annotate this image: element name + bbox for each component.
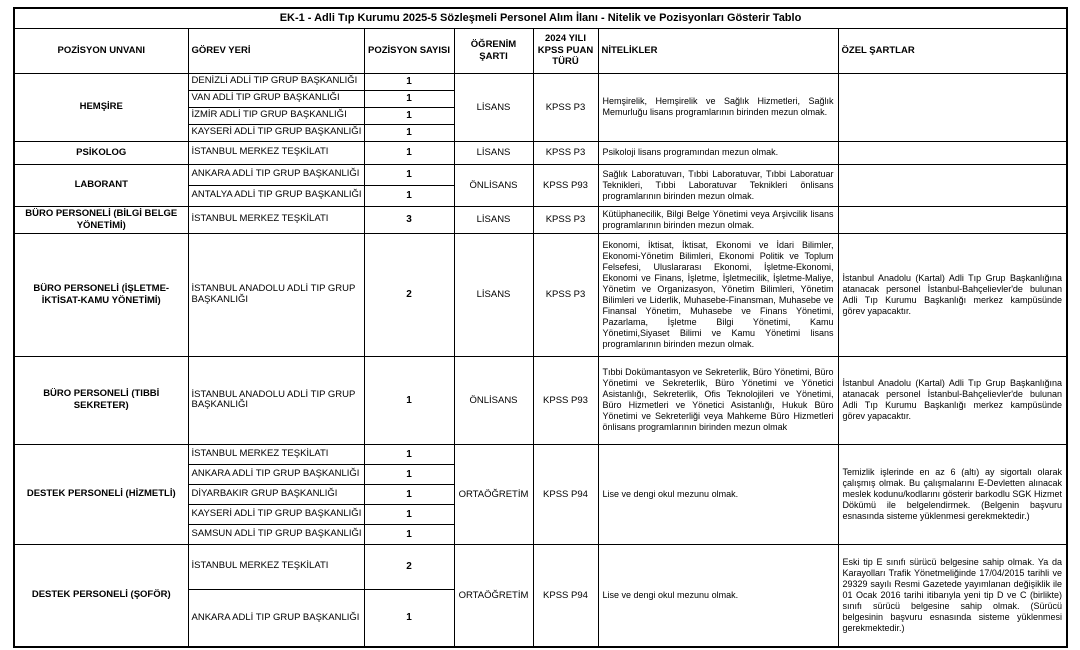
special-conditions-cell bbox=[838, 206, 1067, 233]
position-title-cell: LABORANT bbox=[14, 164, 188, 206]
table-header-row bbox=[14, 28, 1067, 73]
col-header-gorev-yeri: GÖREV YERİ bbox=[188, 28, 364, 73]
col-header-ogrenim-sarti: ÖĞRENİM ŞARTI bbox=[454, 28, 533, 73]
duty-location-cell: ANKARA ADLİ TIP GRUP BAŞKANLIĞI bbox=[188, 589, 364, 647]
col-header-kpss-puan-turu: 2024 YILI KPSS PUAN TÜRÜ bbox=[533, 28, 598, 73]
table-row bbox=[14, 444, 1067, 464]
position-title-cell: PSİKOLOG bbox=[14, 141, 188, 164]
kpss-score-type-cell: KPSS P93 bbox=[533, 164, 598, 206]
table-row bbox=[14, 73, 1067, 90]
qualifications-cell: Tıbbi Dokümantasyon ve Sekreterlik, Büro Yönetimi, Büro Yönetimi ve Sekreterlik, Büro Yönetimi ve Yönetici Asistanlığı, Sekreterlik, Ofis Teknolojileri ve Yönetimi, Büro Hizmetleri ve Yönetici Asistanlığı, Hukuk Büro Yönetimi ve Sekreterliği veya Mahkeme Büro Hizmetleri önlisans programlarının birinden mezun olmak bbox=[598, 356, 838, 444]
education-requirement-cell: ORTAÖĞRETİM bbox=[454, 544, 533, 647]
position-title-cell: DESTEK PERSONELİ (ŞOFÖR) bbox=[14, 544, 188, 647]
table-row bbox=[14, 206, 1067, 233]
special-conditions-cell: İstanbul Anadolu (Kartal) Adli Tıp Grup Başkanlığına atanacak personel İstanbul-Bahçelievler'de bulunan Adli Tıp Kurumu Başkanlığı merkez kampüsünde görev yapacaktır. bbox=[838, 356, 1067, 444]
duty-location-cell: SAMSUN ADLİ TIP GRUP BAŞKANLIĞI bbox=[188, 524, 364, 544]
position-count-cell: 2 bbox=[364, 544, 454, 589]
col-header-ozel-sartlar: ÖZEL ŞARTLAR bbox=[838, 28, 1067, 73]
table-title: EK-1 - Adli Tıp Kurumu 2025-5 Sözleşmeli Personel Alım İlanı - Nitelik ve Pozisyonları Gösterir Tablo bbox=[14, 8, 1067, 28]
education-requirement-cell: LİSANS bbox=[454, 73, 533, 141]
education-requirement-cell: LİSANS bbox=[454, 206, 533, 233]
position-count-cell: 1 bbox=[364, 356, 454, 444]
duty-location-cell: İSTANBUL MERKEZ TEŞKİLATI bbox=[188, 141, 364, 164]
duty-location-cell: ANKARA ADLİ TIP GRUP BAŞKANLIĞI bbox=[188, 464, 364, 484]
special-conditions-cell bbox=[838, 141, 1067, 164]
table-row bbox=[14, 141, 1067, 164]
position-count-cell: 1 bbox=[364, 524, 454, 544]
duty-location-cell: İSTANBUL MERKEZ TEŞKİLATI bbox=[188, 206, 364, 233]
position-count-cell: 1 bbox=[364, 90, 454, 107]
duty-location-cell: ANTALYA ADLİ TIP GRUP BAŞKANLIĞI bbox=[188, 185, 364, 206]
duty-location-cell: KAYSERİ ADLİ TIP GRUP BAŞKANLIĞI bbox=[188, 124, 364, 141]
position-count-cell: 1 bbox=[364, 164, 454, 185]
col-header-pozisyon-unvani: POZİSYON UNVANI bbox=[14, 28, 188, 73]
position-count-cell: 1 bbox=[364, 444, 454, 464]
positions-table bbox=[13, 7, 1068, 648]
position-title-cell: DESTEK PERSONELİ (HİZMETLİ) bbox=[14, 444, 188, 544]
duty-location-cell: İSTANBUL MERKEZ TEŞKİLATI bbox=[188, 444, 364, 464]
education-requirement-cell: ÖNLİSANS bbox=[454, 356, 533, 444]
table-row bbox=[14, 164, 1067, 185]
table-row bbox=[14, 233, 1067, 356]
duty-location-cell: ANKARA ADLİ TIP GRUP BAŞKANLIĞI bbox=[188, 164, 364, 185]
duty-location-cell: İSTANBUL ANADOLU ADLİ TIP GRUP BAŞKANLIĞI bbox=[188, 233, 364, 356]
position-count-cell: 1 bbox=[364, 464, 454, 484]
position-title-cell: BÜRO PERSONELİ (BİLGİ BELGE YÖNETİMİ) bbox=[14, 206, 188, 233]
duty-location-cell: DENİZLİ ADLİ TIP GRUP BAŞKANLIĞI bbox=[188, 73, 364, 90]
col-header-pozisyon-sayisi: POZİSYON SAYISI bbox=[364, 28, 454, 73]
special-conditions-cell: Temizlik işlerinde en az 6 (altı) ay sigortalı olarak çalışmış olmak. Bu çalışmalarını E-Devletten alınacak meslek kodunu/kodlarını gösterir barkodlu SGK Hizmet Dökümü ile belgelendirmek. (Belgenin başvuru esnasında sisteme yüklenmesi gerekmektedir.) bbox=[838, 444, 1067, 544]
duty-location-cell: DİYARBAKIR GRUP BAŞKANLIĞI bbox=[188, 484, 364, 504]
qualifications-cell: Ekonomi, İktisat, İktisat, Ekonomi ve İdari Bilimler, Ekonomi-Yönetim Bilimleri, Ekonomi Politik ve Toplum Felsefesi, Uluslararası Ekonomi, İşletme-Ekonomi, Ekonomi ve Finans, İşletme, İşletmecilik, İşletme-Maliye, Yönetim ve Organizasyon, Yönetim Bilimleri, Yönetim Bilimleri ve Liderlik, Muhasebe-Finansman, Muhasebe ve Finansal Yönetim, Muhasebe ve Finans Yönetimi, Pazarlama, İşletme Bilgi Yönetimi, Kamu Yönetimi,Siyaset Bilimi ve Kamu Yönetimi lisans programlarının birinden mezun olmak. bbox=[598, 233, 838, 356]
position-count-cell: 1 bbox=[364, 504, 454, 524]
position-count-cell: 1 bbox=[364, 185, 454, 206]
qualifications-cell: Psikoloji lisans programından mezun olmak. bbox=[598, 141, 838, 164]
duty-location-cell: İSTANBUL ANADOLU ADLİ TIP GRUP BAŞKANLIĞI bbox=[188, 356, 364, 444]
position-count-cell: 1 bbox=[364, 124, 454, 141]
education-requirement-cell: ORTAÖĞRETİM bbox=[454, 444, 533, 544]
duty-location-cell: İZMİR ADLİ TIP GRUP BAŞKANLIĞI bbox=[188, 107, 364, 124]
duty-location-cell: KAYSERİ ADLİ TIP GRUP BAŞKANLIĞI bbox=[188, 504, 364, 524]
duty-location-cell: VAN ADLİ TIP GRUP BAŞKANLIĞI bbox=[188, 90, 364, 107]
education-requirement-cell: ÖNLİSANS bbox=[454, 164, 533, 206]
special-conditions-cell: İstanbul Anadolu (Kartal) Adli Tıp Grup Başkanlığına atanacak personel İstanbul-Bahçelievler'de bulunan Adli Tıp Kurumu Başkanlığı merkez kampüsünde görev yapacaktır. bbox=[838, 233, 1067, 356]
kpss-score-type-cell: KPSS P94 bbox=[533, 544, 598, 647]
table-row bbox=[14, 544, 1067, 589]
special-conditions-cell: Eski tip E sınıfı sürücü belgesine sahip olmak. Ya da Karayolları Trafik Yönetmeliğinde 17/04/2015 tarihli ve 29329 sayılı Resmi Gazetede yayımlanan değişiklik ile 01 Ocak 2016 tarihi itibarıyla yeni tip D ve C (birlikte) sınıfı sürücü belgesine sahip olmak. (Sürücü belgesinin başvuru esnasında sisteme yüklenmesi gerekmektedir.) bbox=[838, 544, 1067, 647]
position-count-cell: 1 bbox=[364, 107, 454, 124]
position-title-cell: BÜRO PERSONELİ (İŞLETME-İKTİSAT-KAMU YÖNETİMİ) bbox=[14, 233, 188, 356]
special-conditions-cell bbox=[838, 164, 1067, 206]
qualifications-cell: Kütüphanecilik, Bilgi Belge Yönetimi veya Arşivcilik lisans programlarının birinden mezun olmak. bbox=[598, 206, 838, 233]
position-count-cell: 3 bbox=[364, 206, 454, 233]
special-conditions-cell bbox=[838, 73, 1067, 141]
qualifications-cell: Lise ve dengi okul mezunu olmak. bbox=[598, 444, 838, 544]
kpss-score-type-cell: KPSS P3 bbox=[533, 233, 598, 356]
kpss-score-type-cell: KPSS P93 bbox=[533, 356, 598, 444]
duty-location-cell: İSTANBUL MERKEZ TEŞKİLATI bbox=[188, 544, 364, 589]
position-title-cell: HEMŞİRE bbox=[14, 73, 188, 141]
table-title-row bbox=[14, 8, 1067, 28]
kpss-score-type-cell: KPSS P94 bbox=[533, 444, 598, 544]
kpss-score-type-cell: KPSS P3 bbox=[533, 206, 598, 233]
table-row bbox=[14, 356, 1067, 444]
position-count-cell: 1 bbox=[364, 141, 454, 164]
position-count-cell: 2 bbox=[364, 233, 454, 356]
education-requirement-cell: LİSANS bbox=[454, 233, 533, 356]
qualifications-cell: Lise ve dengi okul mezunu olmak. bbox=[598, 544, 838, 647]
col-header-nitelikler: NİTELİKLER bbox=[598, 28, 838, 73]
qualifications-cell: Sağlık Laboratuvarı, Tıbbi Laboratuvar, Tıbbi Laboratuar Teknikleri, Tıbbi Laboratuvar Teknikleri önlisans programlarının birinden mezun olmak. bbox=[598, 164, 838, 206]
education-requirement-cell: LİSANS bbox=[454, 141, 533, 164]
kpss-score-type-cell: KPSS P3 bbox=[533, 141, 598, 164]
position-title-cell: BÜRO PERSONELİ (TIBBİ SEKRETER) bbox=[14, 356, 188, 444]
kpss-score-type-cell: KPSS P3 bbox=[533, 73, 598, 141]
position-count-cell: 1 bbox=[364, 484, 454, 504]
position-count-cell: 1 bbox=[364, 589, 454, 647]
qualifications-cell: Hemşirelik, Hemşirelik ve Sağlık Hizmetleri, Sağlık Memurluğu lisans programlarının birinden mezun olmak. bbox=[598, 73, 838, 141]
position-count-cell: 1 bbox=[364, 73, 454, 90]
